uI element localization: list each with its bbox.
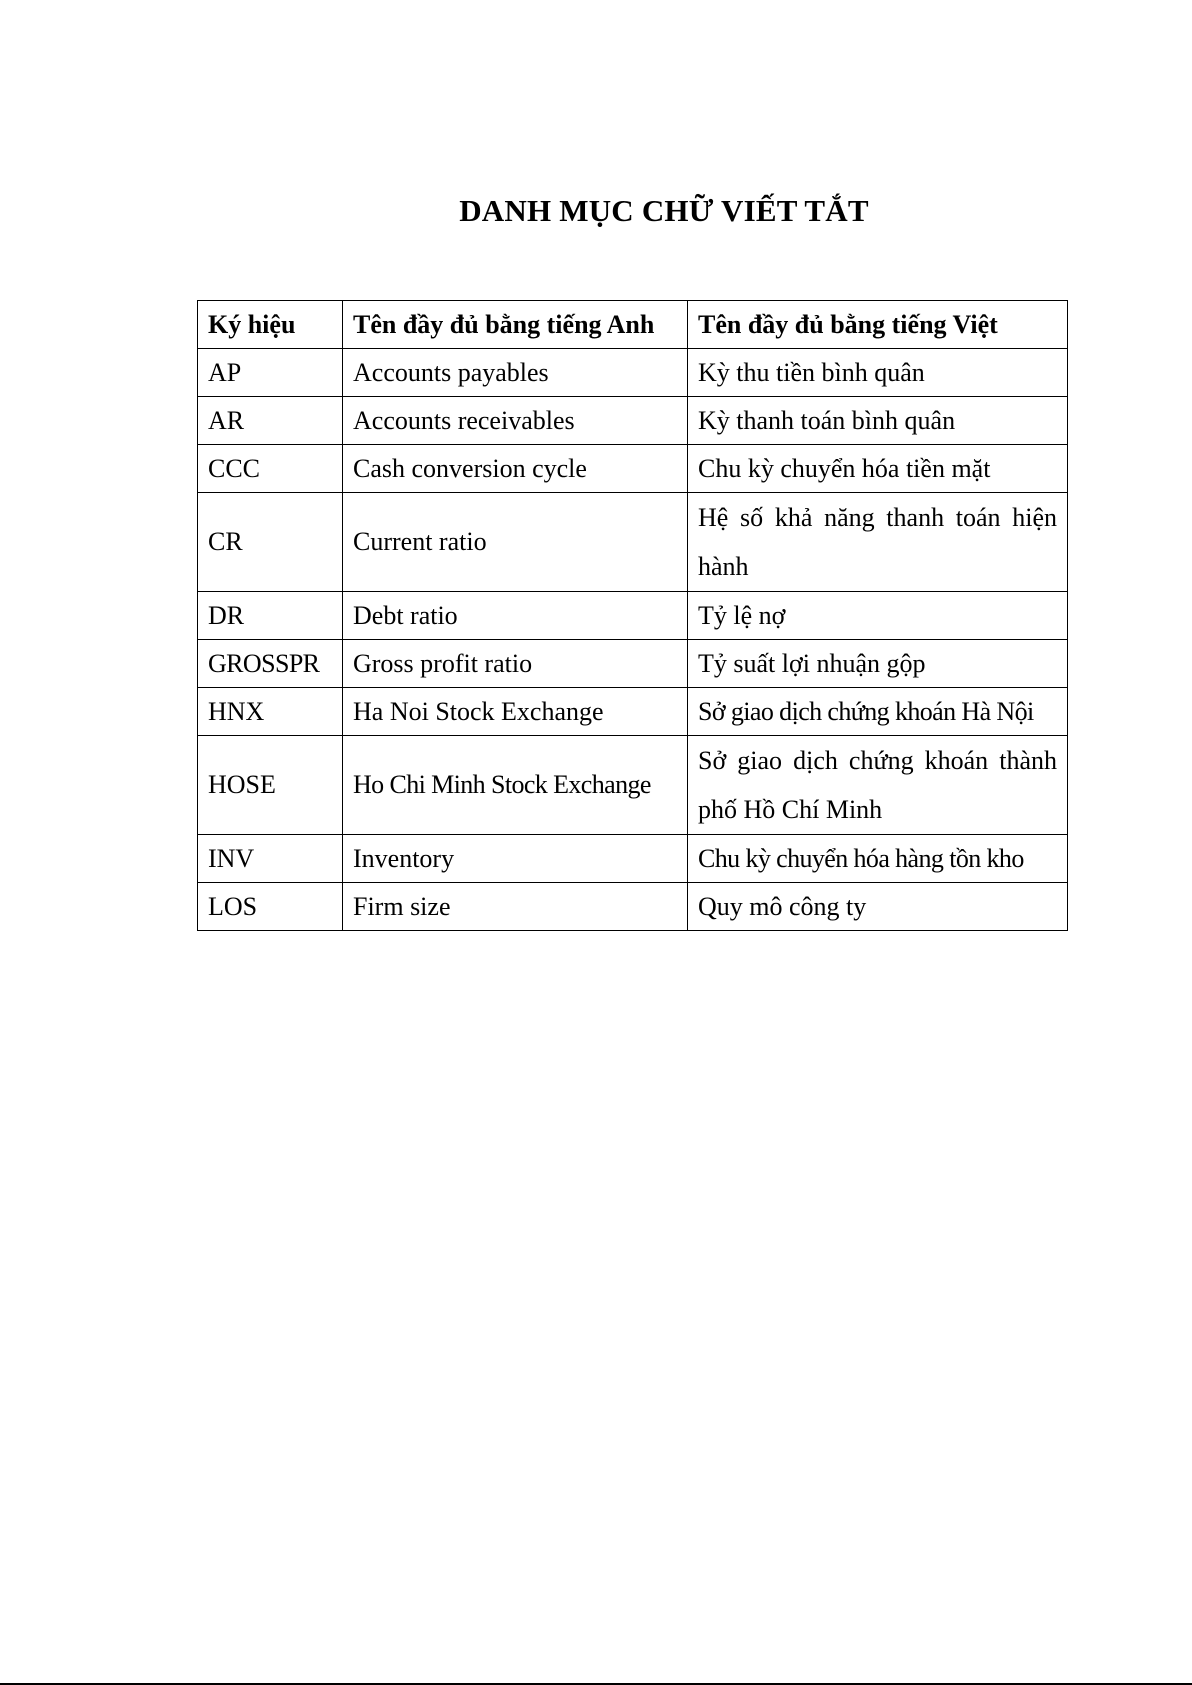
cell-symbol: DR (198, 592, 343, 640)
cell-symbol: AP (198, 349, 343, 397)
cell-english-name: Accounts receivables (343, 397, 688, 445)
cell-vietnamese-name: Tỷ suất lợi nhuận gộp (688, 640, 1068, 688)
cell-english-name: Current ratio (343, 493, 688, 592)
cell-symbol: AR (198, 397, 343, 445)
cell-english-name: Firm size (343, 883, 688, 931)
cell-english-name: Gross profit ratio (343, 640, 688, 688)
table-row (198, 688, 1068, 736)
cell-english-name: Inventory (343, 835, 688, 883)
cell-vietnamese-name: Kỳ thanh toán bình quân (688, 397, 1068, 445)
cell-symbol: CR (198, 493, 343, 592)
cell-english-name: Ha Noi Stock Exchange (343, 688, 688, 736)
abbreviation-table (197, 300, 1068, 931)
table-row (198, 397, 1068, 445)
table-row (198, 736, 1068, 835)
cell-symbol: HOSE (198, 736, 343, 835)
cell-vietnamese-name: Hệ số khả năng thanh toán hiện hành (688, 493, 1068, 592)
table-header-row (198, 301, 1068, 349)
cell-vietnamese-name: Chu kỳ chuyển hóa tiền mặt (688, 445, 1068, 493)
table-row (198, 349, 1068, 397)
cell-vietnamese-name: Sở giao dịch chứng khoán Hà Nội (688, 688, 1068, 736)
cell-vietnamese-name: Kỳ thu tiền bình quân (688, 349, 1068, 397)
table-row (198, 592, 1068, 640)
header-english-name: Tên đầy đủ bằng tiếng Anh (343, 301, 688, 349)
cell-english-name: Cash conversion cycle (343, 445, 688, 493)
table-row (198, 640, 1068, 688)
cell-symbol: HNX (198, 688, 343, 736)
cell-english-name: Accounts payables (343, 349, 688, 397)
page-title: DANH MỤC CHỮ VIẾT TẮT (459, 193, 869, 228)
cell-vietnamese-name: Tỷ lệ nợ (688, 592, 1068, 640)
cell-english-name: Debt ratio (343, 592, 688, 640)
cell-english-name: Ho Chi Minh Stock Exchange (343, 736, 688, 835)
cell-symbol: INV (198, 835, 343, 883)
header-symbol: Ký hiệu (198, 301, 343, 349)
table-row (198, 835, 1068, 883)
cell-symbol: CCC (198, 445, 343, 493)
cell-vietnamese-name: Sở giao dịch chứng khoán thành phố Hồ Chí Minh (688, 736, 1068, 835)
cell-vietnamese-name: Chu kỳ chuyển hóa hàng tồn kho (688, 835, 1068, 883)
cell-symbol: LOS (198, 883, 343, 931)
table-row (198, 883, 1068, 931)
cell-vietnamese-name: Quy mô công ty (688, 883, 1068, 931)
table-row (198, 445, 1068, 493)
cell-symbol: GROSSPR (198, 640, 343, 688)
header-vietnamese-name: Tên đầy đủ bằng tiếng Việt (688, 301, 1068, 349)
table-row (198, 493, 1068, 592)
